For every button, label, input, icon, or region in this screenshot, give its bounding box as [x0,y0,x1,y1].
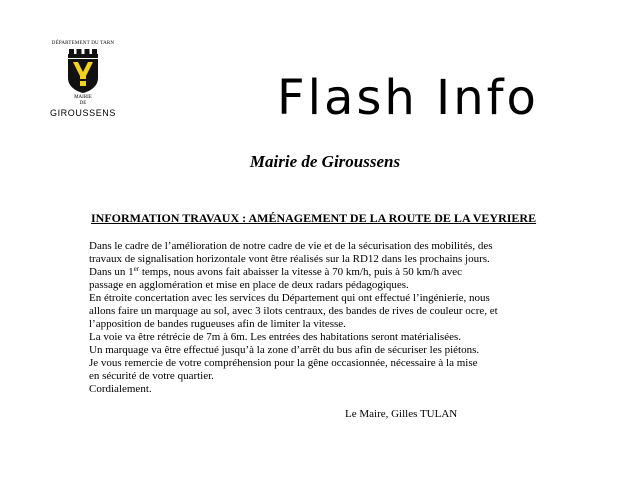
body-line: Cordialement. [89,383,152,395]
logo-mairie-text: MAIRIE [74,95,92,100]
flash-info-title: Flash Info [277,70,539,126]
municipal-logo [38,41,128,119]
notice-heading: INFORMATION TRAVAUX : AMÉNAGEMENT DE LA ROUTE DE LA VEYRIERE [91,211,537,225]
body-line: Je vous remercie de votre compréhension pour la gêne occasionnée, nécessaire à la mise [89,357,478,369]
logo-town-name: GIROUSSENS [49,108,116,118]
ordinal-superscript: er [133,265,140,273]
body-line: en sécurité de votre quartier. [89,370,214,382]
body-line: travaux de signalisation horizontale vont être réalisés sur la RD12 dans les prochains jours. [89,253,490,265]
body-line-speed [89,266,559,279]
coat-of-arms-icon [66,48,100,94]
body-line: allons faire un marquage au sol, avec 3 ilots centraux, des bandes de rives de couleur ocre, et [89,305,498,317]
body-line-part: Dans un 1 [89,266,134,278]
logo-de-text: DE [79,101,87,106]
body-line: La voie va être rétrécie de 7m à 6m. Les entrées des habitations seront matérialisées. [89,331,462,343]
mayor-signature: Le Maire, Gilles TULAN [345,408,458,420]
body-line-part: temps, nous avons fait abaisser la vitesse à 70 km/h, puis à 50 km/h avec [139,266,462,278]
body-line: Dans le cadre de l’amélioration de notre cadre de vie et de la sécurisation des mobilités, des [89,240,493,252]
body-line: passage en agglomération et mise en place de deux radars pédagogiques. [89,279,409,291]
body-line: En étroite concertation avec les services du Département qui ont effectué l’ingénierie, nous [89,292,490,304]
mairie-heading: Mairie de Giroussens [249,152,401,171]
body-line: l’apposition de bandes rugueuses afin de limiter la vitesse. [89,318,346,330]
notice-body [89,240,559,396]
logo-department-text: DÉPARTEMENT DU TARN [51,41,115,46]
body-line: Un marquage va être effectué jusqu’à la zone d’arrêt du bus afin de sécuriser les piétons. [89,344,480,356]
